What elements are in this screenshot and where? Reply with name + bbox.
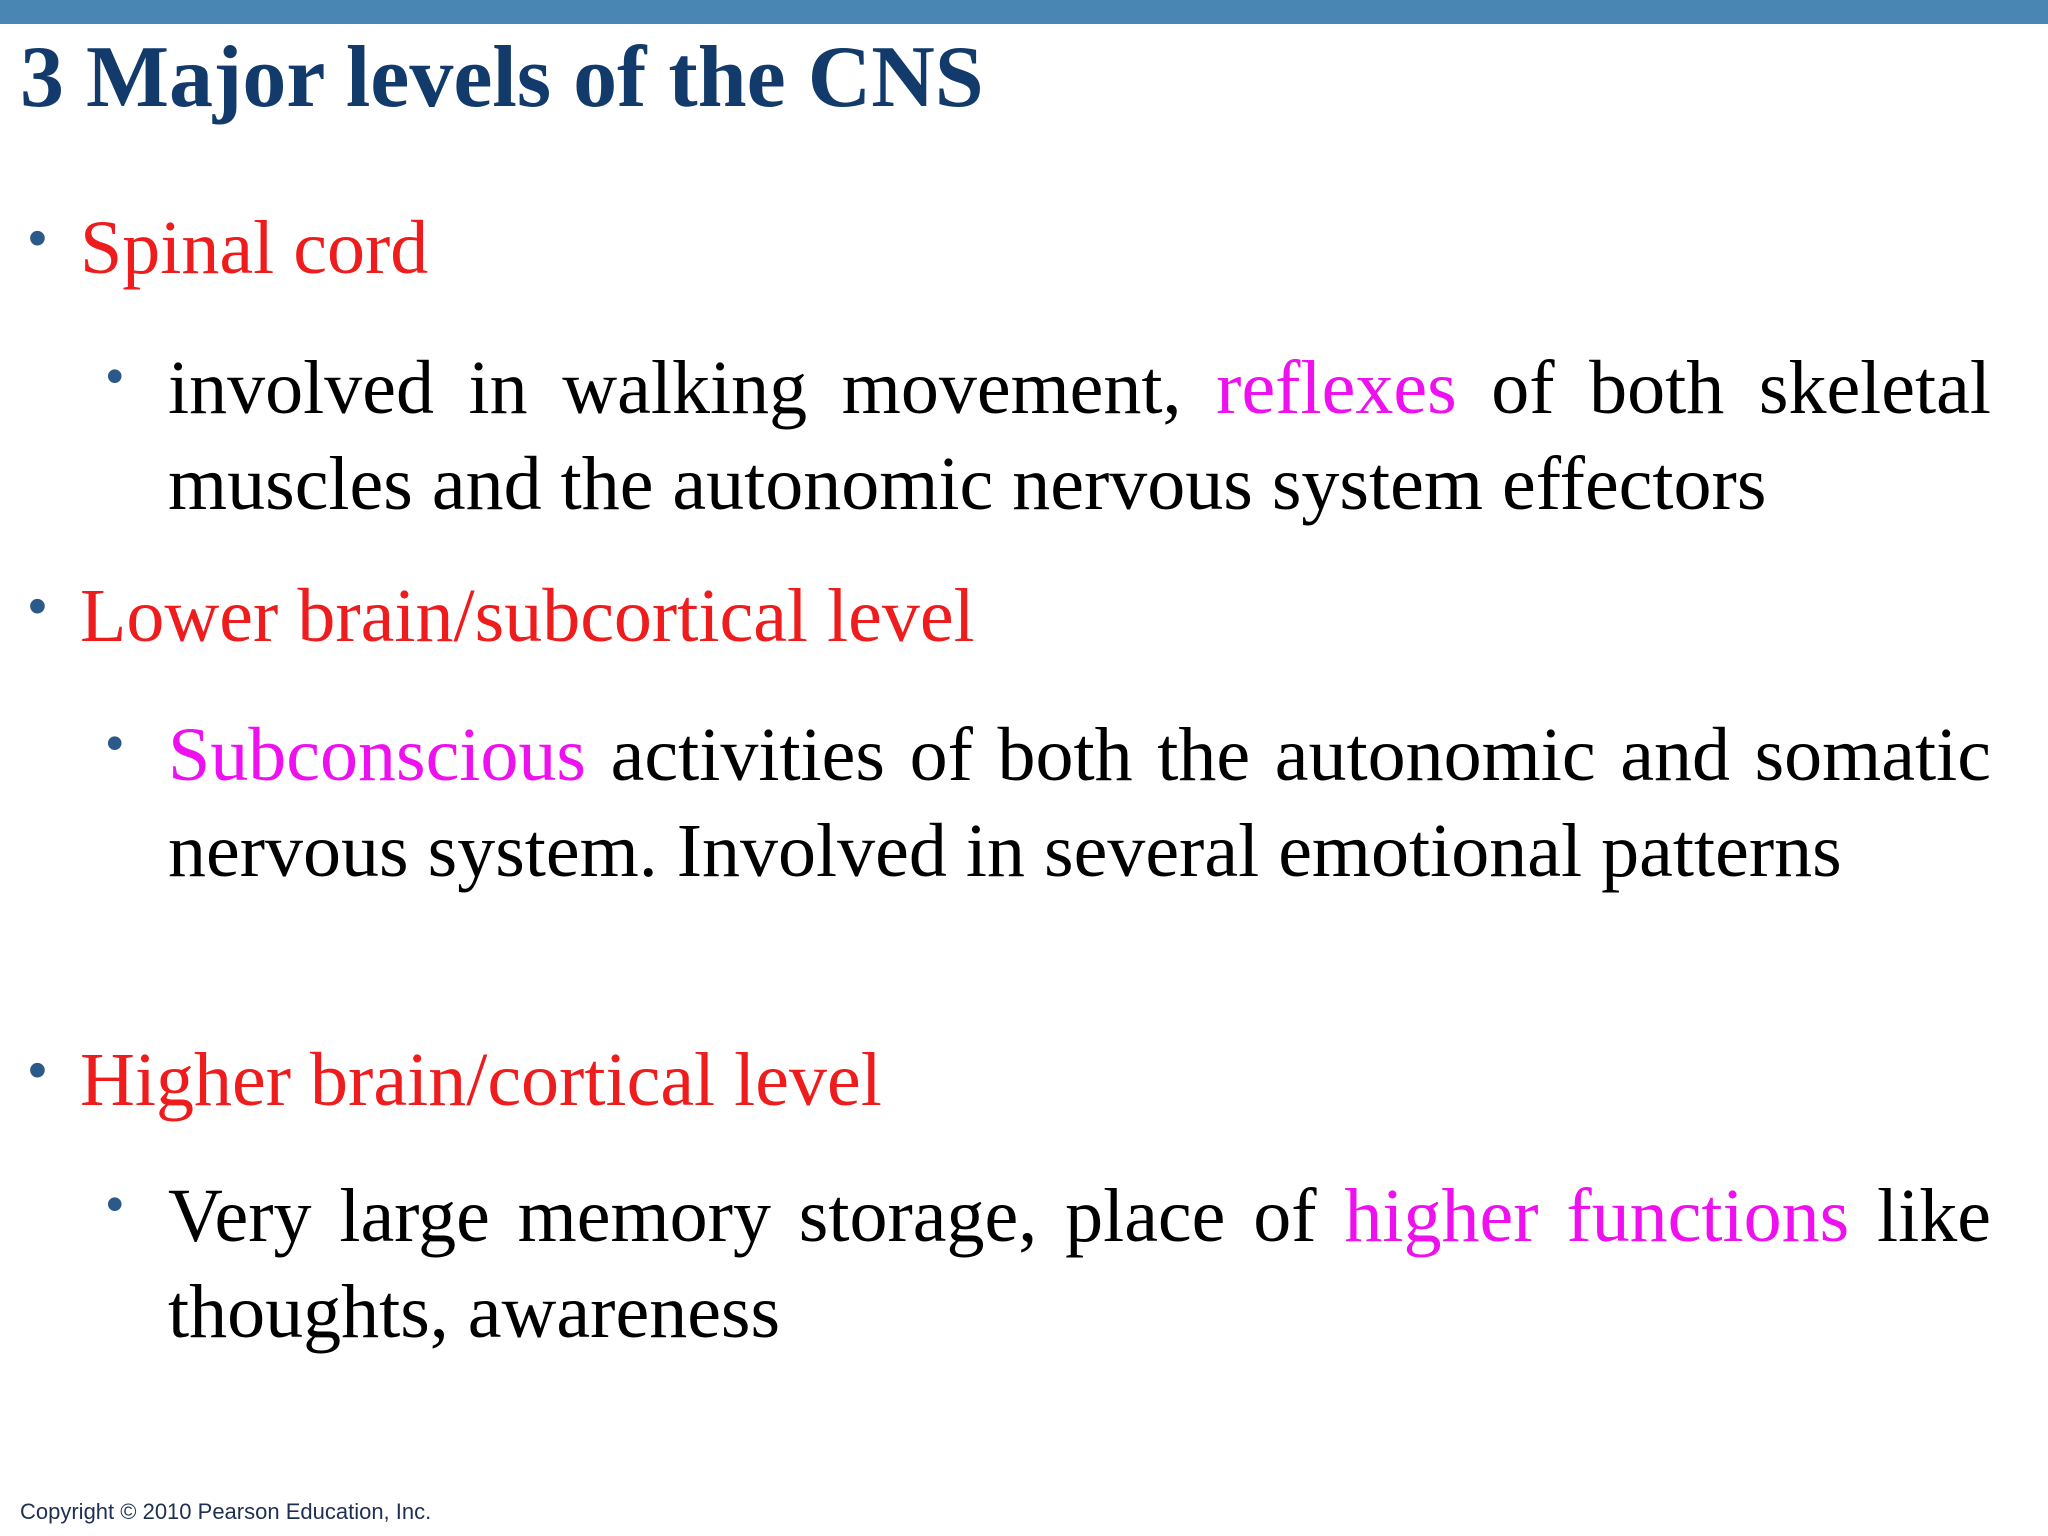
- detail-text: like thoughts, awareness: [168, 1174, 1991, 1354]
- bullet-icon: •: [28, 576, 47, 636]
- sub-bullet-higher-brain: [106, 1168, 1991, 1360]
- bullet-heading: Lower brain/subcortical level: [80, 574, 975, 658]
- detail-text: of both skeletal muscles and the autonomic nervous system effectors: [168, 346, 1991, 526]
- slide-title: 3 Major levels of the CNS: [20, 29, 984, 126]
- sub-bullet-lower-brain: [106, 707, 1991, 899]
- bullet-heading: Spinal cord: [80, 206, 429, 290]
- sub-bullet-spinal-cord: [106, 340, 1991, 532]
- detail-text: involved in walking movement,: [168, 346, 1217, 430]
- highlight-text: reflexes: [1216, 346, 1457, 430]
- bullet-icon: •: [106, 715, 124, 771]
- detail-text: Very large memory storage, place of: [168, 1174, 1345, 1258]
- bullet-icon: •: [106, 1176, 124, 1232]
- bullet-lower-brain: [28, 568, 975, 664]
- bullet-spinal-cord: [28, 200, 429, 296]
- highlight-text: higher functions: [1344, 1174, 1850, 1258]
- highlight-text: Subconscious: [168, 713, 586, 797]
- detail-text: activities of both the autonomic and somatic nervous system. Involved in several emotional patterns: [168, 713, 1991, 893]
- copyright-notice: Copyright © 2010 Pearson Education, Inc.: [20, 1499, 432, 1524]
- bullet-icon: •: [28, 1040, 47, 1100]
- bullet-higher-brain: [28, 1032, 882, 1128]
- header-bar: [0, 0, 2048, 24]
- bullet-heading: Higher brain/cortical level: [80, 1038, 882, 1122]
- bullet-icon: •: [28, 208, 47, 268]
- bullet-icon: •: [106, 348, 124, 404]
